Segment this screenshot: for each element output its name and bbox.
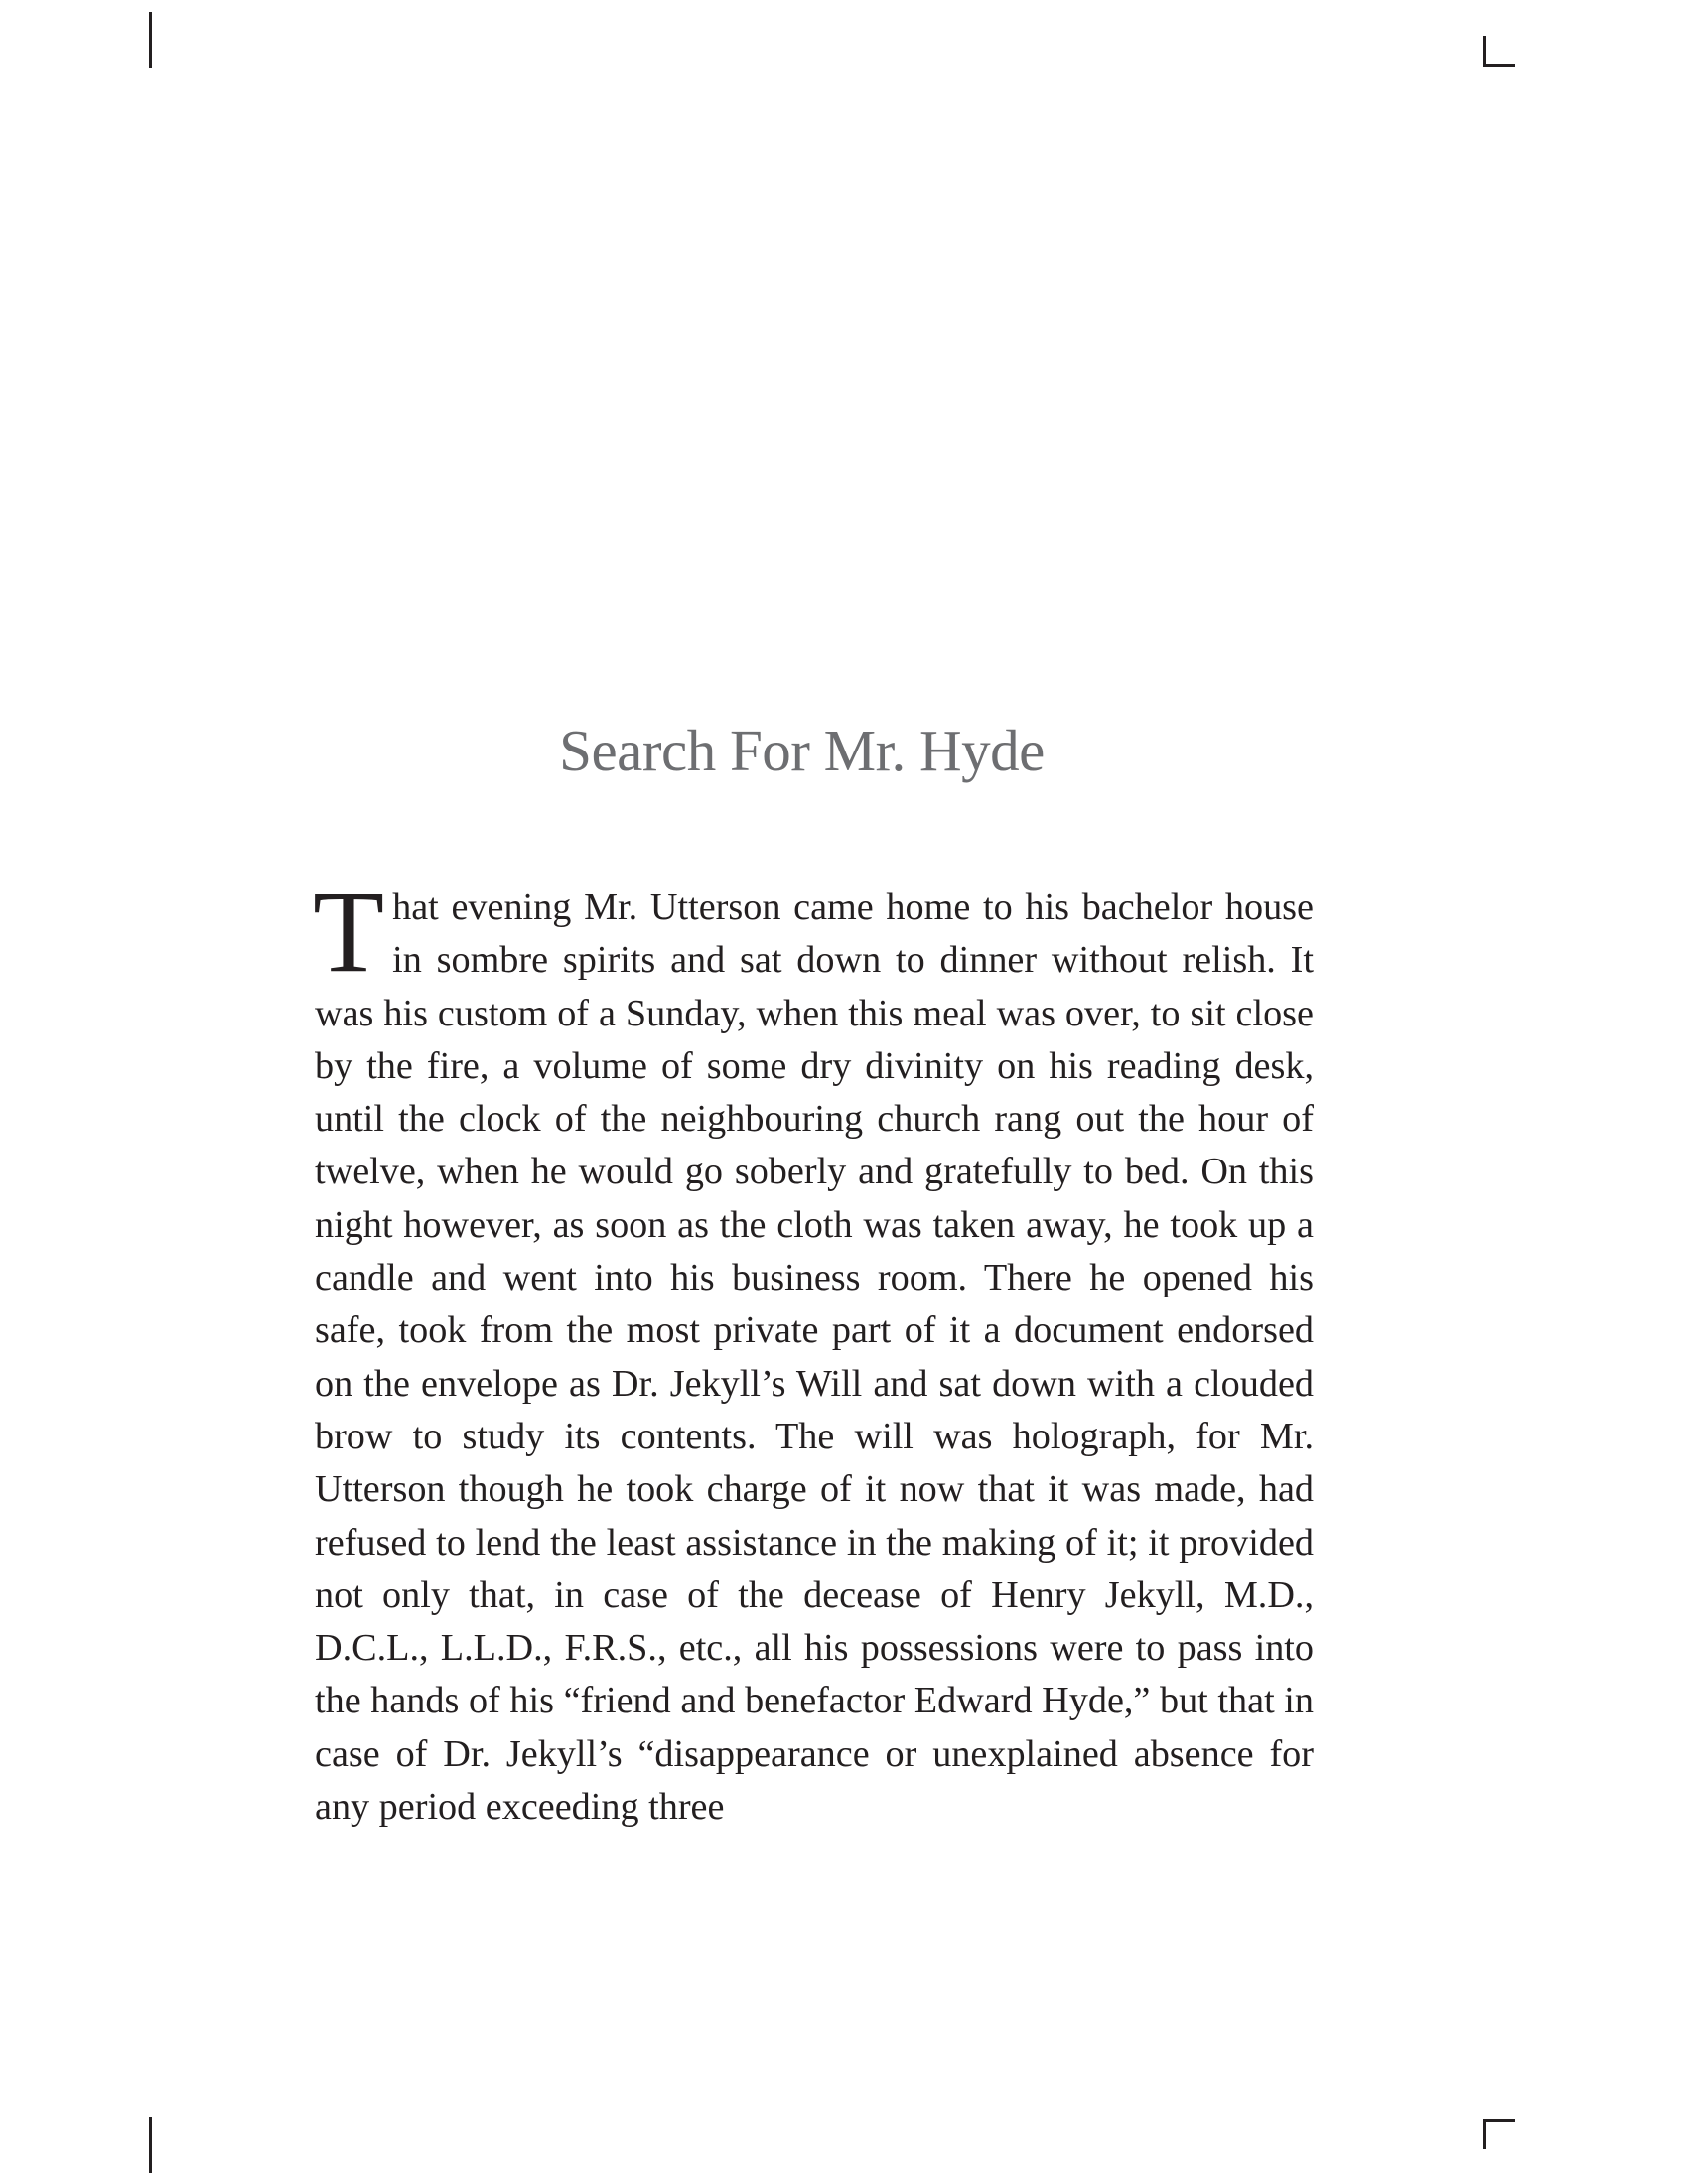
paragraph-text: hat evening Mr. Utterson came home to his bachelor house in sombre spirits and sat down to dinner without relish. It was his custom of a Sunday, when this meal was over, to sit close by the fire, a volume of some dry divinity on his reading desk, until the clock of the neighbouring church rang out the hour of twelve, when he would go soberly and gratefully to bed. On this night however, as soon as the cloth was taken away, he took up a candle and went into his business room. There he opened his safe, took from the most private part of it a document endorsed on the envelope as Dr. Jekyll’s Will and sat down with a clouded brow to study its contents. The will was holograph, for Mr. Utterson though he took charge of it now that it was made, had refused to lend the least assistance in the making of it; it provided not only that, in case of the decease of Henry Jekyll, M.D., D.C.L., L.L.D., F.R.S., etc., all his possessions were to pass into the hands of his “friend and benefactor Edward Hyde,” but that in case of Dr. Jekyll’s “disappearance or unexplained absence for any period exceeding three	[315, 887, 1314, 1829]
drop-cap: T	[313, 867, 385, 997]
crop-mark-bottom-right-vertical	[1483, 2119, 1486, 2149]
crop-mark-top-left	[149, 12, 152, 68]
crop-mark-bottom-right-horizontal	[1483, 2119, 1515, 2122]
crop-mark-bottom-left	[149, 2117, 152, 2173]
crop-mark-top-right-vertical	[1483, 36, 1486, 66]
body-paragraph	[313, 867, 1314, 1834]
chapter-title: Search For Mr. Hyde	[559, 718, 1045, 783]
crop-mark-top-right-horizontal	[1483, 64, 1515, 67]
